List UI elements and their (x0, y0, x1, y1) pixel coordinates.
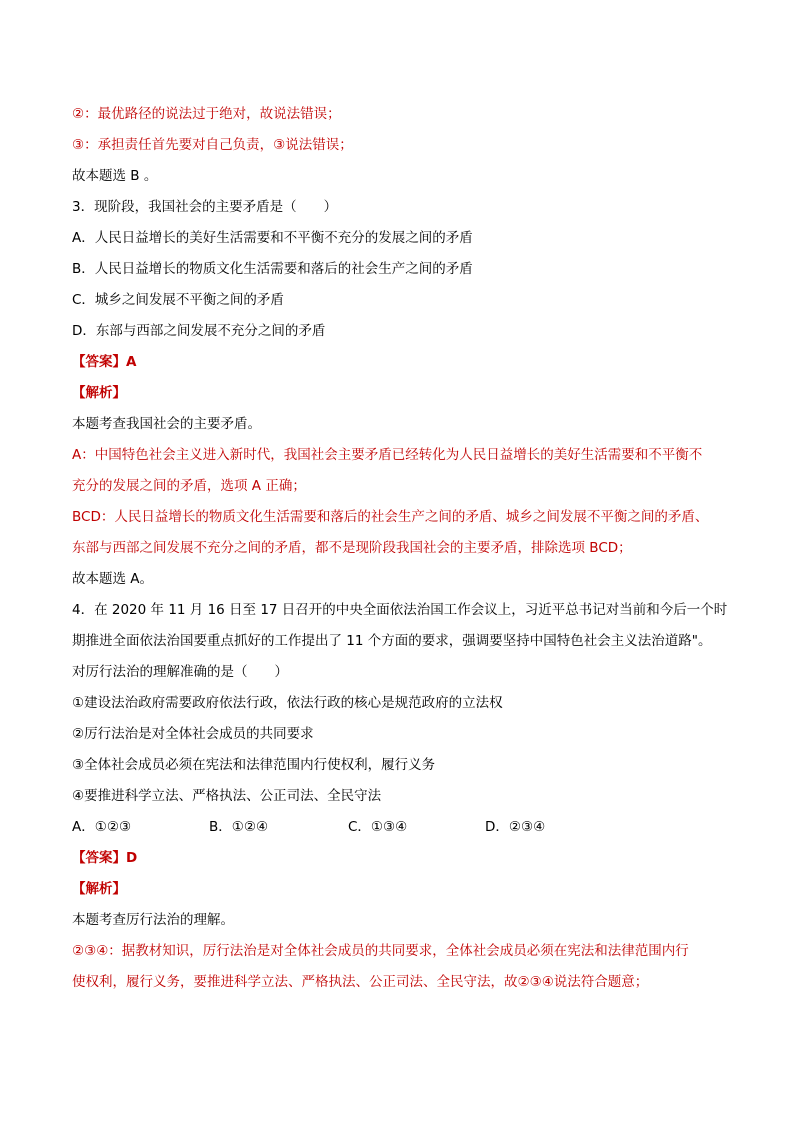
document-page (72, 99, 732, 998)
q4-stem-line-3: 对厉行法治的理解准确的是（ ） (72, 664, 288, 680)
q4-statement-2: ②厉行法治是对全体社会成员的共同要求 (72, 726, 314, 742)
q3-analysis-a-line-1: A：中国特色社会主义进入新时代，我国社会主要矛盾已经转化为人民日益增长的美好生活需要和不平衡不 (72, 447, 703, 463)
q3-option-d: D．东部与西部之间发展不充分之间的矛盾 (72, 323, 326, 339)
q4-stem-line-1: 4．在 2020 年 11 月 16 日至 17 日召开的中央全面依法治国工作会议上，习近平总书记对当前和今后一个时 (72, 602, 728, 618)
q3-analysis-bcd-line-1: BCD：人民日益增长的物质文化生活需要和落后的社会生产之间的矛盾、城乡之间发展不平衡之间的矛盾、 (72, 509, 709, 525)
q4-choice-a: A．①②③ (72, 819, 132, 835)
q4-choice-d: D．②③④ (485, 819, 546, 835)
q2-analysis-line-3: ③：承担责任首先要对自己负责，③说法错误； (72, 137, 353, 153)
q3-answer: 【答案】A (72, 354, 137, 370)
q4-stem-line-2: 期推进全面依法治国要重点抓好的工作提出了 11 个方面的要求，强调要坚持中国特色社会主义法治道路"。 (72, 633, 712, 649)
q2-conclusion: 故本题选 B 。 (72, 168, 158, 184)
q4-choice-c: C．①③④ (348, 819, 408, 835)
q4-answer: 【答案】D (72, 850, 138, 866)
q4-choices (72, 812, 732, 843)
q3-analysis-label: 【解析】 (72, 385, 126, 401)
q3-analysis-bcd-line-2: 东部与西部之间发展不充分之间的矛盾，都不是现阶段我国社会的主要矛盾，排除选项 BCD； (72, 540, 632, 556)
q3-conclusion: 故本题选 A。 (72, 571, 154, 587)
q4-analysis-intro: 本题考查厉行法治的理解。 (72, 912, 234, 928)
q4-choice-b: B．①②④ (209, 819, 269, 835)
q4-statement-3: ③全体社会成员必须在宪法和法律范围内行使权利，履行义务 (72, 757, 436, 773)
q4-statement-4: ④要推进科学立法、严格执法、公正司法、全民守法 (72, 788, 382, 804)
q4-analysis-line-1: ②③④：据教材知识，厉行法治是对全体社会成员的共同要求，全体社会成员必须在宪法和法律范围内行 (72, 943, 689, 959)
q3-analysis-a-line-2: 充分的发展之间的矛盾，选项 A 正确； (72, 478, 306, 494)
q4-analysis-label: 【解析】 (72, 881, 126, 897)
q3-option-b: B．人民日益增长的物质文化生活需要和落后的社会生产之间的矛盾 (72, 261, 473, 277)
q3-option-c: C．城乡之间发展不平衡之间的矛盾 (72, 292, 284, 308)
q4-statement-1: ①建设法治政府需要政府依法行政，依法行政的核心是规范政府的立法权 (72, 695, 503, 711)
q4-analysis-line-2: 使权利，履行义务，要推进科学立法、严格执法、公正司法、全民守法，故②③④说法符合题意； (72, 974, 649, 990)
q3-stem: 3．现阶段，我国社会的主要矛盾是（ ） (72, 199, 338, 215)
q3-analysis-intro: 本题考查我国社会的主要矛盾。 (72, 416, 261, 432)
q3-option-a: A．人民日益增长的美好生活需要和不平衡不充分的发展之间的矛盾 (72, 230, 473, 246)
q2-analysis-line-2: ②：最优路径的说法过于绝对，故说法错误； (72, 106, 341, 122)
